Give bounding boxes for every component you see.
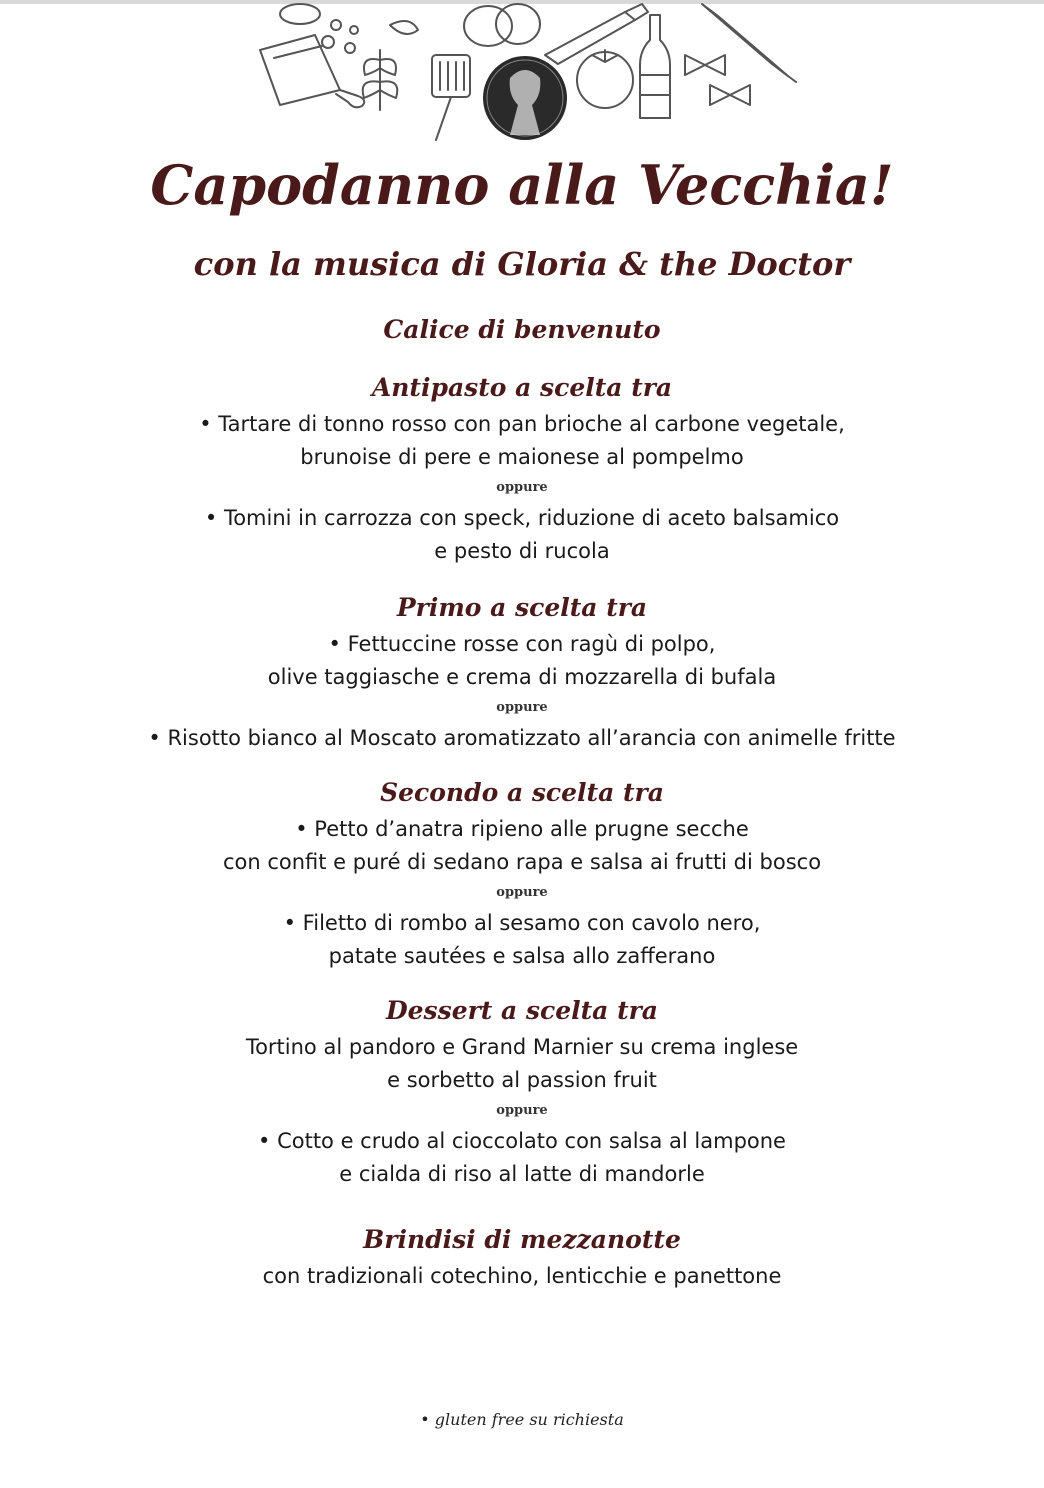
olive-icon xyxy=(322,20,358,53)
page-subtitle: con la musica di Gloria & the Doctor xyxy=(193,245,851,283)
secondo-option-1-line-1: • Petto d’anatra ripieno alle prugne secche xyxy=(295,817,749,841)
antipasto-heading: Antipasto a scelta tra xyxy=(371,373,673,402)
brindisi-line: con tradizionali cotechino, lenticchie e panettone xyxy=(262,1264,782,1288)
tomato-icon xyxy=(577,50,633,108)
secondo-heading: Secondo a scelta tra xyxy=(380,778,664,807)
antipasto-option-2-line-1: • Tomini in carrozza con speck, riduzione di aceto balsamico xyxy=(204,506,840,530)
primo-option-1-line-2: olive taggiasche e crema di mozzarella di bufala xyxy=(267,665,777,689)
secondo-oppure: oppure xyxy=(496,885,548,900)
bottle-icon xyxy=(640,15,670,118)
welcome-heading: Calice di benvenuto xyxy=(383,315,661,344)
spatula-icon xyxy=(432,55,470,140)
dessert-section xyxy=(0,991,1044,1191)
secondo-option-2-line-2: patate sautées e salsa allo zafferano xyxy=(328,944,716,968)
primo-option-2-line-1: • Risotto bianco al Moscato aromatizzato all’arancia con animelle fritte xyxy=(148,726,896,750)
brindisi-heading: Brindisi di mezzanotte xyxy=(363,1225,681,1254)
antipasto-option-2-line-2: e pesto di rucola xyxy=(434,539,610,563)
bread-icon xyxy=(280,4,540,46)
antipasto-section xyxy=(0,368,1044,568)
gluten-free-note: • gluten free su richiesta xyxy=(420,1410,624,1429)
knife-icon xyxy=(545,4,648,64)
kitchen-illustration xyxy=(240,0,810,150)
portrait-medallion-icon xyxy=(483,56,567,140)
dessert-option-1-line-1: Tortino al pandoro e Grand Marnier su crema inglese xyxy=(245,1035,799,1059)
pasta-bow-icon xyxy=(685,55,750,105)
dessert-heading: Dessert a scelta tra xyxy=(385,996,659,1025)
dessert-option-2-line-1: • Cotto e crudo al cioccolato con salsa al lampone xyxy=(258,1129,786,1153)
secondo-option-2-line-1: • Filetto di rombo al sesamo con cavolo nero, xyxy=(283,911,761,935)
brindisi-section xyxy=(0,1220,1044,1293)
page-title: Capodanno alla Vecchia! xyxy=(150,153,894,217)
antipasto-oppure: oppure xyxy=(496,480,548,495)
primo-section xyxy=(0,588,1044,755)
primo-option-1-line-1: • Fettuccine rosse con ragù di polpo, xyxy=(328,632,716,656)
primo-heading: Primo a scelta tra xyxy=(396,593,648,622)
cutting-board-icon xyxy=(260,35,364,107)
antipasto-option-1-line-2: brunoise di pere e maionese al pompelmo xyxy=(300,445,744,469)
secondo-option-1-line-2: con confit e puré di sedano rapa e salsa ai frutti di bosco xyxy=(222,850,822,874)
dessert-option-2-line-2: e cialda di riso al latte di mandorle xyxy=(339,1162,705,1186)
herb-leaf-icon xyxy=(363,21,418,110)
dessert-option-1-line-2: e sorbetto al passion fruit xyxy=(387,1068,657,1092)
primo-oppure: oppure xyxy=(496,700,548,715)
dessert-oppure: oppure xyxy=(496,1103,548,1118)
antipasto-option-1-line-1: • Tartare di tonno rosso con pan brioche al carbone vegetale, xyxy=(199,412,845,436)
secondo-section xyxy=(0,773,1044,973)
